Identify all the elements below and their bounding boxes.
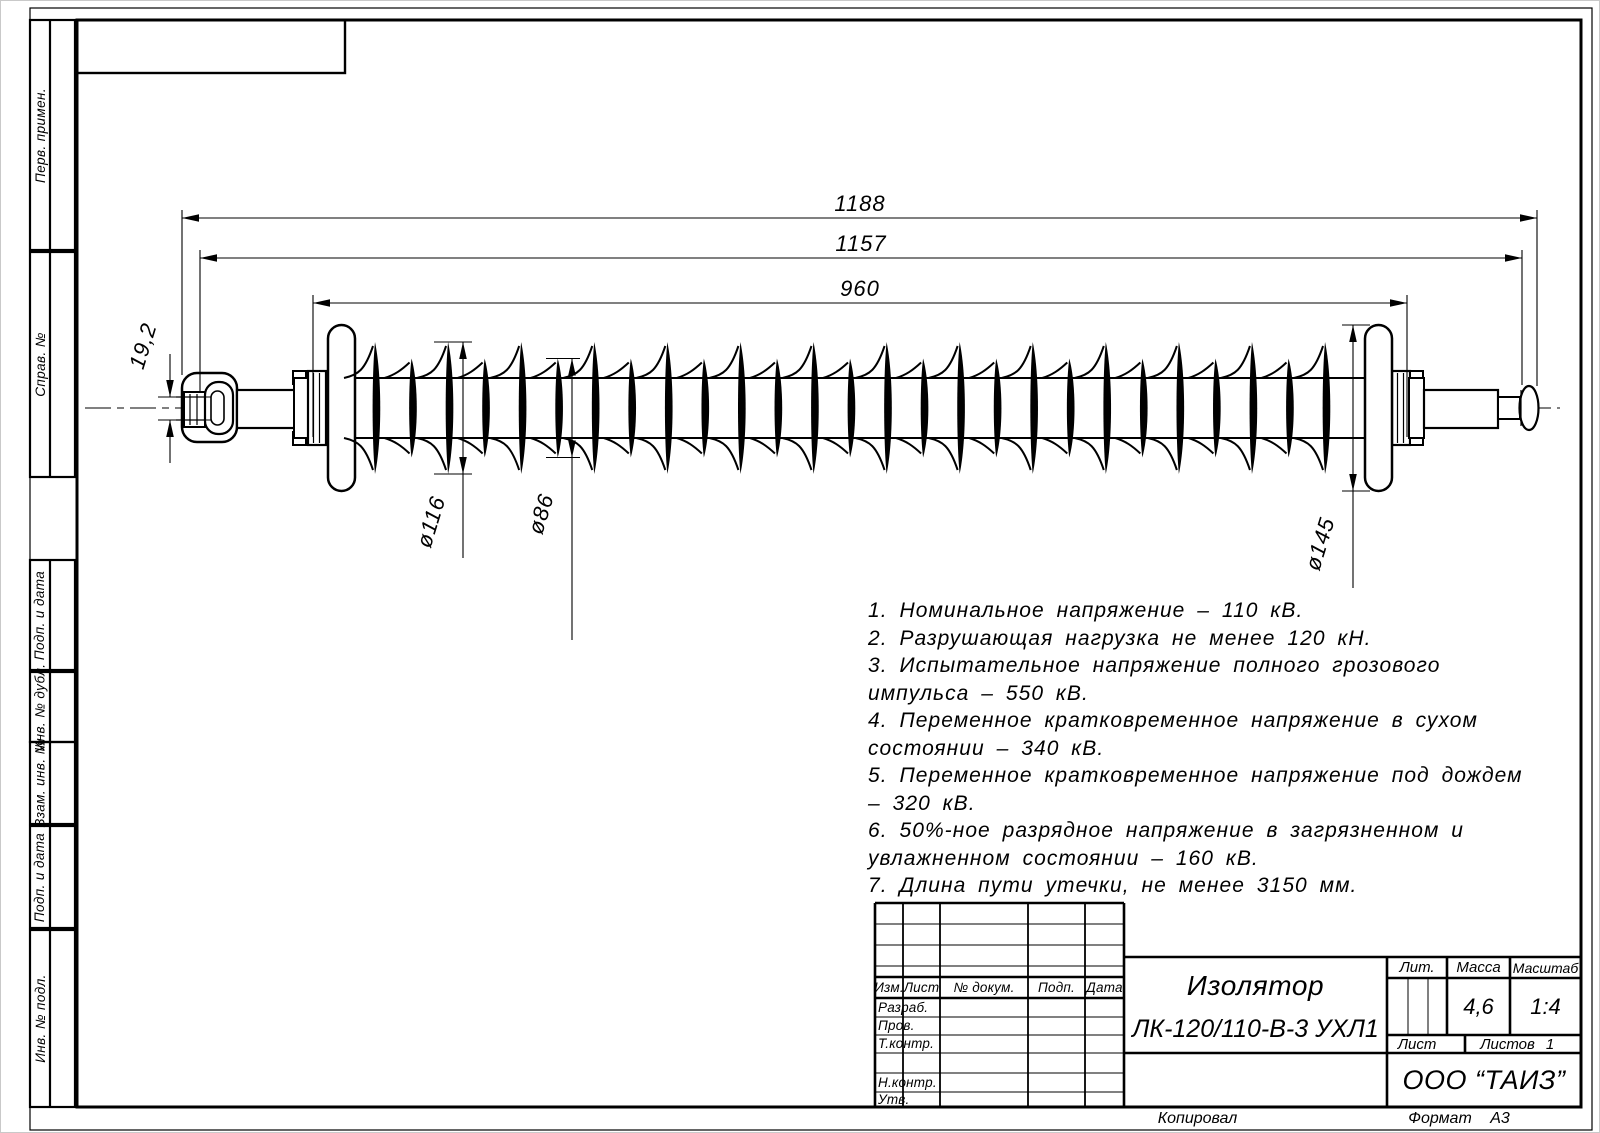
shed-small-flank — [969, 363, 994, 379]
tb-lit-label: Лит. — [1399, 959, 1435, 976]
shed-large-flank — [856, 346, 885, 378]
margin-box-podp-data-1 — [30, 560, 50, 670]
collar — [308, 371, 326, 445]
shed-small-flank — [458, 363, 483, 379]
dim-arrow — [568, 359, 576, 376]
shed-small-flank — [604, 363, 629, 379]
shed-large-flank — [856, 438, 885, 470]
crimp-sleeve — [294, 378, 308, 438]
margin-box-inv-dubl — [30, 663, 50, 751]
shed-large-flank — [1294, 346, 1323, 378]
shed-large-edge — [1030, 342, 1038, 474]
margin-box-perv-primen — [30, 20, 50, 250]
shed-small-edge — [994, 359, 1002, 458]
tb-row-tkontr: Т.контр. — [878, 1036, 935, 1052]
tb-scale-value: 1:4 — [1530, 993, 1561, 1019]
trim-border — [30, 8, 1592, 1130]
dim-arrow — [166, 420, 174, 437]
shed-small-flank — [604, 438, 629, 454]
shed-large-edge — [1323, 342, 1331, 474]
margin-box-inv-podl — [30, 930, 50, 1107]
shed-large-flank — [929, 346, 958, 378]
shed-large-flank — [709, 346, 738, 378]
shed-large-flank — [417, 438, 446, 470]
dim-arrow — [1390, 299, 1407, 307]
shed-small-flank — [1042, 438, 1067, 454]
tb-row-utv: Утв. — [878, 1091, 910, 1107]
shed-small-flank — [1262, 363, 1287, 379]
dim-secondary-length: 1157 — [835, 231, 887, 256]
dim-arrow — [1349, 474, 1357, 491]
shed-large-flank — [490, 438, 519, 470]
main-frame — [77, 20, 1581, 1107]
end-shed — [328, 325, 355, 491]
shed-large-flank — [417, 346, 446, 378]
tb-header-podp: Подп. — [1038, 979, 1075, 995]
end-shed — [1365, 325, 1392, 491]
clevis-shaft — [237, 390, 297, 428]
dim-arrow — [166, 380, 174, 397]
shed-small-flank — [750, 363, 775, 379]
shed-large-edge — [1103, 342, 1111, 474]
tb-row-prov: Пров. — [878, 1018, 915, 1034]
shed-small-flank — [1188, 438, 1213, 454]
crimp-sleeve — [1409, 378, 1424, 438]
shed-large-edge — [1176, 342, 1184, 474]
shed-small-edge — [409, 359, 417, 458]
shed-large-edge — [373, 342, 381, 474]
dim-arrow — [1520, 214, 1537, 222]
dim-insulating-length: 960 — [840, 276, 880, 301]
dim-fork-gap: 19,2 — [124, 319, 162, 372]
note-line: 5. Переменное кратковременное напряжение под дождем — [868, 764, 1523, 787]
note-line: увлажненном состоянии – 160 кВ. — [868, 846, 1259, 870]
tb-row-nkontr: Н.контр. — [878, 1074, 937, 1090]
dim-arrow — [1349, 325, 1357, 342]
tb-scale-label: Масштаб — [1512, 959, 1579, 976]
shed-large-flank — [782, 438, 811, 470]
shed-large-flank — [1221, 346, 1250, 378]
shed-large-flank — [563, 346, 592, 378]
shed-small-edge — [701, 359, 709, 458]
shed-small-flank — [823, 438, 848, 454]
format-value: А3 — [1490, 1110, 1510, 1127]
shed-small-edge — [628, 359, 636, 458]
shed-small-flank — [531, 438, 556, 454]
shed-small-flank — [750, 438, 775, 454]
shed-small-flank — [677, 438, 702, 454]
margin-box-vzam-inv — [30, 738, 50, 828]
clevis-eye-inner — [211, 391, 224, 425]
shed-small-edge — [1067, 359, 1075, 458]
dim-arrow — [459, 457, 467, 474]
shed-small-flank — [896, 363, 921, 379]
dim-small-shed-dia: ø86 — [522, 490, 559, 538]
margin-label: Подп. и дата — [32, 570, 48, 660]
shed-large-edge — [884, 342, 892, 474]
shed-small-flank — [385, 438, 410, 454]
tb-mass-label: Масса — [1456, 959, 1501, 976]
dim-arrow — [459, 342, 467, 359]
technical-notes — [868, 597, 1523, 900]
shed-small-edge — [555, 359, 563, 458]
shed-large-flank — [1075, 438, 1104, 470]
tb-header-list: Лист — [903, 979, 940, 995]
tb-header-izm: Изм. — [874, 979, 904, 995]
shed-small-flank — [1115, 438, 1140, 454]
note-line: 3. Испытательное напряжение полного грозового — [868, 654, 1441, 677]
note-line: 2. Разрушающая нагрузка не менее 120 кН. — [868, 626, 1372, 650]
margin-box-sprav-no — [30, 252, 50, 477]
dim-overall-length: 1188 — [834, 191, 886, 216]
note-line: 6. 50%-ное разрядное напряжение в загрязненном и — [868, 819, 1465, 842]
shed-small-edge — [848, 359, 856, 458]
ball-shaft — [1424, 390, 1498, 428]
shed-large-flank — [636, 346, 665, 378]
tb-sheet-label: Лист — [1397, 1035, 1437, 1053]
shed-small-flank — [531, 363, 556, 379]
shed-small-flank — [1188, 363, 1213, 379]
shed-large-flank — [1148, 346, 1177, 378]
shed-large-flank — [1002, 438, 1031, 470]
margin-label: Инв. № дубл. — [32, 663, 48, 751]
note-line: импульса – 550 кВ. — [868, 681, 1089, 705]
shed-large-flank — [636, 438, 665, 470]
margin-label: Подп. и дата — [32, 832, 48, 922]
shed-large-edge — [811, 342, 819, 474]
tb-header-dokum: № докум. — [953, 979, 1015, 995]
shed-large-flank — [709, 438, 738, 470]
margin-box-podp-data-2 — [30, 826, 50, 928]
shed-small-edge — [482, 359, 490, 458]
shed-small-flank — [385, 363, 410, 379]
dim-arrow — [182, 214, 199, 222]
shed-large-edge — [446, 342, 454, 474]
shed-large-flank — [490, 346, 519, 378]
shed-large-edge — [1250, 342, 1258, 474]
shed-large-edge — [957, 342, 965, 474]
shed-small-flank — [458, 438, 483, 454]
shed-small-edge — [921, 359, 929, 458]
shed-small-flank — [896, 438, 921, 454]
note-line: состоянии – 340 кВ. — [868, 736, 1105, 760]
ball-neck — [1498, 397, 1520, 419]
shed-large-flank — [563, 438, 592, 470]
margin-label: Инв. № подл. — [32, 974, 48, 1063]
note-line: 7. Длина пути утечки, не менее 3150 мм. — [868, 874, 1358, 897]
dim-arrow — [1505, 254, 1522, 262]
product-title-line1: Изолятор — [1186, 970, 1325, 1001]
shed-small-edge — [775, 359, 783, 458]
shed-large-edge — [519, 342, 527, 474]
note-line: – 320 кВ. — [868, 791, 976, 815]
sheet-frame — [30, 8, 1592, 1130]
shed-small-flank — [969, 438, 994, 454]
copied-by-label: Копировал — [1157, 1110, 1238, 1127]
shed-small-flank — [823, 363, 848, 379]
shed-large-flank — [1221, 438, 1250, 470]
margin-label: Справ. № — [32, 332, 48, 397]
shed-large-flank — [1148, 438, 1177, 470]
shed-large-flank — [1075, 346, 1104, 378]
shed-large-flank — [1002, 346, 1031, 378]
dim-end-shed-dia: ø145 — [1299, 514, 1340, 574]
tb-row-razrab: Разраб. — [878, 999, 929, 1015]
shed-small-edge — [1286, 359, 1294, 458]
note-line: 1. Номинальное напряжение – 110 кВ. — [868, 599, 1304, 622]
shed-small-edge — [1140, 359, 1148, 458]
margin-label: Перв. примен. — [32, 87, 48, 183]
shed-large-edge — [738, 342, 746, 474]
shed-small-flank — [1262, 438, 1287, 454]
ball-end — [1520, 386, 1539, 430]
margin-label: Взам. инв. № — [32, 738, 48, 828]
shed-large-flank — [782, 346, 811, 378]
shed-small-edge — [1213, 359, 1221, 458]
dim-arrow — [200, 254, 217, 262]
shed-small-flank — [1042, 363, 1067, 379]
shed-large-edge — [592, 342, 600, 474]
top-left-stamp-box — [77, 20, 345, 73]
dim-big-shed-dia: ø116 — [411, 493, 451, 551]
format-label: Формат — [1408, 1110, 1472, 1127]
dim-arrow — [568, 441, 576, 458]
shed-small-flank — [1115, 363, 1140, 379]
shed-large-flank — [929, 438, 958, 470]
shed-large-edge — [665, 342, 673, 474]
tb-header-data: Дата — [1086, 979, 1123, 995]
company-name: ООО “ТАИЗ” — [1402, 1064, 1566, 1095]
tb-sheets-value: 1 — [1545, 1035, 1555, 1053]
tb-mass-value: 4,6 — [1463, 993, 1494, 1019]
product-title-line2: ЛК-120/110-В-3 УХЛ1 — [1132, 1014, 1379, 1043]
shed-large-flank — [1294, 438, 1323, 470]
note-line: 4. Переменное кратковременное напряжение в сухом — [868, 709, 1478, 732]
dim-arrow — [313, 299, 330, 307]
tb-sheets-label: Листов — [1480, 1035, 1535, 1053]
shed-small-flank — [677, 363, 702, 379]
